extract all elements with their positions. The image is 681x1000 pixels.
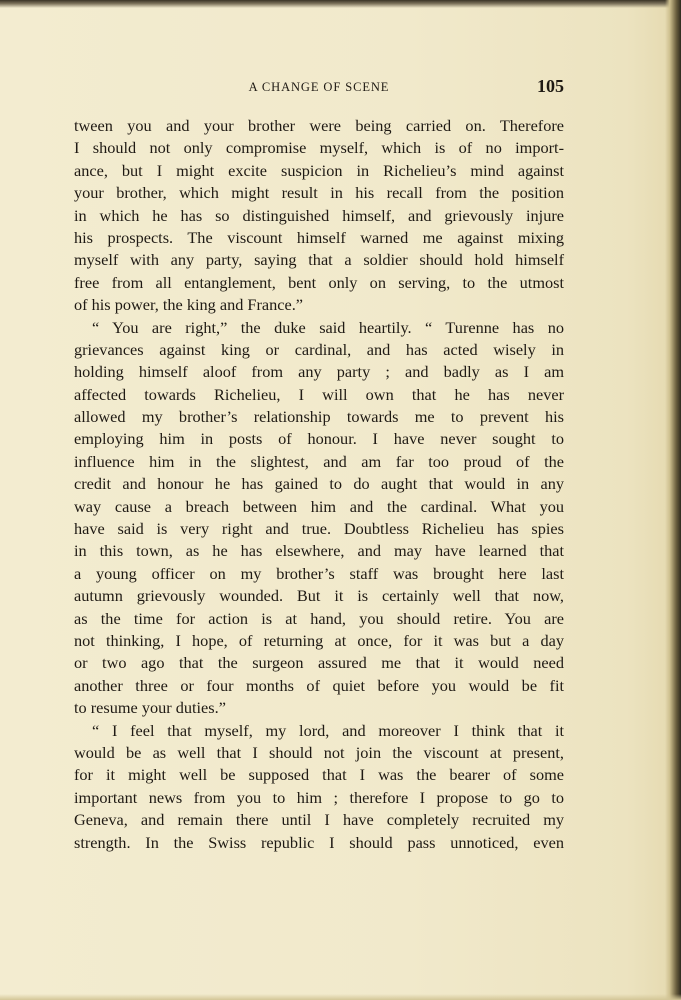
body-text	[74, 115, 564, 854]
text-line: “ I feel that myself, my lord, and moreover I think that it	[92, 720, 564, 740]
page-bottom-edge	[0, 994, 681, 1000]
text-line: free from all entanglement, bent only on serving, to the utmost	[74, 272, 564, 292]
text-line: ance, but I might excite suspicion in Richelieu’s mind against	[74, 160, 564, 180]
text-line: affected towards Richelieu, I will own that he has never	[74, 384, 564, 404]
text-line: not thinking, I hope, of returning at once, for it was but a day	[74, 630, 564, 650]
text-line: “ You are right,” the duke said heartily. “ Turenne has no	[92, 317, 564, 337]
text-line: Geneva, and remain there until I have completely recruited my	[74, 810, 564, 830]
running-head	[74, 76, 564, 100]
text-line: strength. In the Swiss republic I should pass unnoticed, even	[74, 832, 564, 852]
text-line: or two ago that the surgeon assured me that it would need	[74, 653, 564, 673]
text-line: allowed my brother’s relationship towards me to prevent his	[74, 407, 564, 427]
page-right-edge	[665, 0, 681, 1000]
text-line: tween you and your brother were being carried on. Therefore	[74, 116, 564, 135]
page-top-edge	[0, 0, 681, 8]
text-line: employing him in posts of honour. I have never sought to	[74, 429, 564, 449]
text-line: would be as well that I should not join the viscount at present,	[74, 742, 564, 762]
text-line: another three or four months of quiet before you would be fit	[74, 675, 564, 695]
text-line: in which he has so distinguished himself, and grievously injure	[74, 205, 564, 225]
page-number: 105	[537, 76, 564, 96]
text-line: autumn grievously wounded. But it is certainly well that now,	[74, 586, 564, 606]
text-line: his prospects. The viscount himself warned me against mixing	[74, 227, 564, 247]
text-line: holding himself aloof from any party ; and badly as I am	[74, 362, 564, 382]
text-line: as the time for action is at hand, you should retire. You are	[74, 608, 564, 628]
text-line: a young officer on my brother’s staff was brought here last	[74, 563, 564, 583]
text-line: have said is very right and true. Doubtless Richelieu has spies	[74, 519, 564, 539]
text-line: in this town, as he has elsewhere, and may have learned that	[74, 541, 564, 561]
text-line: grievances against king or cardinal, and has acted wisely in	[74, 339, 564, 359]
text-line: to resume your duties.”	[74, 698, 226, 718]
text-line: way cause a breach between him and the cardinal. What you	[74, 496, 564, 516]
text-line: important news from you to him ; therefore I propose to go to	[74, 787, 564, 807]
text-line: of his power, the king and France.”	[74, 295, 304, 315]
text-line: credit and honour he has gained to do aught that would in any	[74, 474, 564, 494]
text-line: for it might well be supposed that I was the bearer of some	[74, 765, 564, 785]
text-line: influence him in the slightest, and am far too proud of the	[74, 451, 564, 471]
text-line: your brother, which might result in his recall from the position	[74, 183, 564, 203]
text-line: I should not only compromise myself, which is of no import-	[74, 138, 564, 158]
chapter-title: A CHANGE OF SCENE	[248, 80, 390, 94]
text-line: myself with any party, saying that a soldier should hold himself	[74, 250, 564, 270]
